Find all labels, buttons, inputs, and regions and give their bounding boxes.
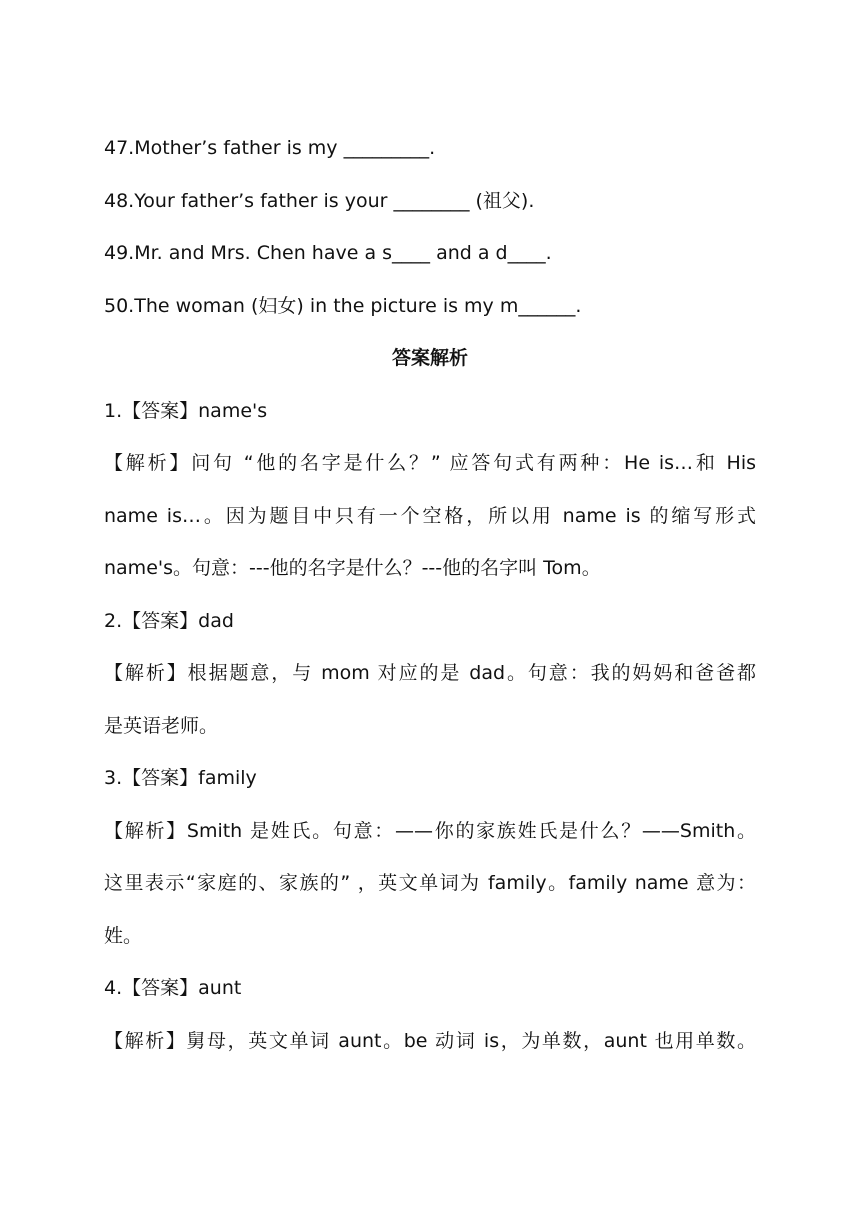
analysis-3-line-2: 这里表示“家庭的、家族的” ，英文单词为 family。family name 意为： [104,872,756,894]
answers-heading: 答案解析 [391,347,468,369]
exercise-49: 49.Mr. and Mrs. Chen have a s____ and a d____. [104,242,552,264]
analysis-2-line-2: 是英语老师。 [104,714,219,737]
analysis-1-line-1: 【解析】问句 “他的名字是什么？” 应答句式有两种：He is…和 His [104,452,756,474]
exercise-47: 47.Mother’s father is my _________. [104,137,436,159]
analysis-4-line-1: 【解析】舅母，英文单词 aunt。be 动词 is，为单数，aunt 也用单数。 [104,1029,756,1052]
analysis-2-line-1: 【解析】根据题意，与 mom 对应的是 dad。句意：我的妈妈和爸爸都 [104,662,756,684]
answer-2: 2.【答案】dad [104,609,234,632]
document-content [104,130,756,1075]
analysis-1-line-3: name's。句意：---他的名字是什么？---他的名字叫 Tom。 [104,557,601,579]
exercise-48: 48.Your father’s father is your ________ (祖父). [104,189,535,212]
analysis-3-line-3: 姓。 [104,924,143,947]
answer-4: 4.【答案】aunt [104,977,242,999]
answer-3: 3.【答案】family [104,767,257,789]
analysis-3-line-1: 【解析】Smith 是姓氏。句意：——你的家族姓氏是什么？——Smith。 [104,819,756,842]
analysis-1-line-2: name is…。因为题目中只有一个空格，所以用 name is 的缩写形式 [104,504,756,527]
exercise-50: 50.The woman (妇女) in the picture is my m______. [104,294,582,317]
answer-1: 1.【答案】name's [104,399,268,422]
